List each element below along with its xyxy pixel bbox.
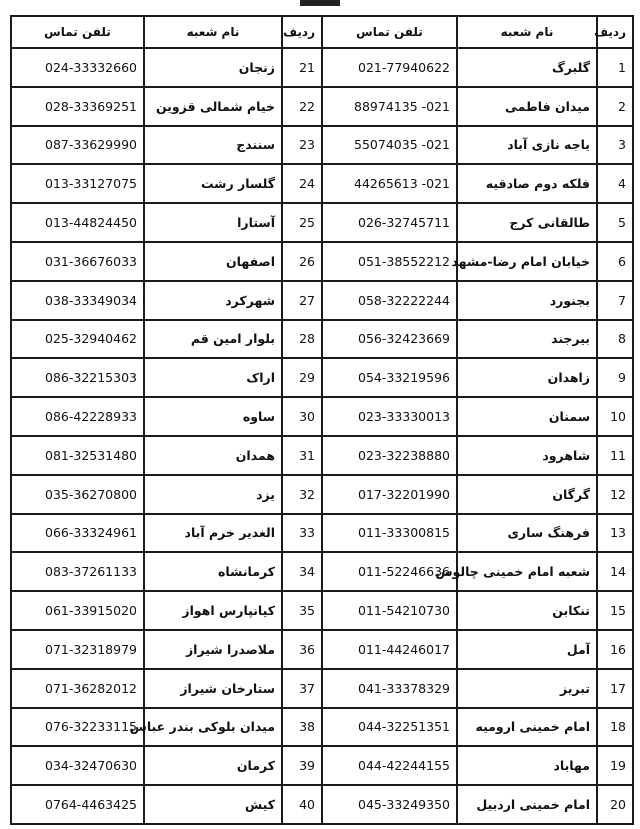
row-number-cell: 34 <box>282 552 322 591</box>
branch-name-cell: اراک <box>144 358 282 397</box>
branch-name-cell: کیانپارس اهواز <box>144 591 282 630</box>
branch-name-cell: امام خمینی ارومیه <box>457 708 597 747</box>
table-row <box>11 630 633 669</box>
phone-cell: 081-32531480 <box>11 436 144 475</box>
phone-cell: 55074035 -021 <box>322 126 457 165</box>
phone-cell: 045-33249350 <box>322 785 457 824</box>
row-number-cell: 15 <box>597 591 633 630</box>
phone-cell: 087-33629990 <box>11 126 144 165</box>
phone-cell: 066-33324961 <box>11 514 144 553</box>
phone-cell: 013-44824450 <box>11 203 144 242</box>
table-row <box>11 514 633 553</box>
header-branch-name-right: نام شعبه <box>457 16 597 48</box>
row-number-cell: 16 <box>597 630 633 669</box>
branch-name-cell: یزد <box>144 475 282 514</box>
phone-cell: 026-32745711 <box>322 203 457 242</box>
table-body <box>11 48 633 824</box>
phone-cell: 031-36676033 <box>11 242 144 281</box>
branch-name-cell: بلوار امین قم <box>144 320 282 359</box>
row-number-cell: 17 <box>597 669 633 708</box>
row-number-cell: 28 <box>282 320 322 359</box>
phone-cell: 056-32423669 <box>322 320 457 359</box>
phone-cell: 021-77940622 <box>322 48 457 87</box>
row-number-cell: 22 <box>282 87 322 126</box>
table-row <box>11 126 633 165</box>
phone-cell: 023-32238880 <box>322 436 457 475</box>
branch-name-cell: طالقانی کرج <box>457 203 597 242</box>
phone-cell: 017-32201990 <box>322 475 457 514</box>
phone-cell: 034-32470630 <box>11 746 144 785</box>
row-number-cell: 3 <box>597 126 633 165</box>
row-number-cell: 25 <box>282 203 322 242</box>
branch-name-cell: ملاصدرا شیراز <box>144 630 282 669</box>
row-number-cell: 21 <box>282 48 322 87</box>
row-number-cell: 23 <box>282 126 322 165</box>
header-phone-right: تلفن تماس <box>322 16 457 48</box>
branch-name-cell: سمنان <box>457 397 597 436</box>
header-phone-left: تلفن تماس <box>11 16 144 48</box>
row-number-cell: 40 <box>282 785 322 824</box>
branch-name-cell: شهرکرد <box>144 281 282 320</box>
branch-name-cell: آمل <box>457 630 597 669</box>
table-row <box>11 397 633 436</box>
branch-name-cell: بجنورد <box>457 281 597 320</box>
phone-cell: 044-42244155 <box>322 746 457 785</box>
row-number-cell: 4 <box>597 164 633 203</box>
row-number-cell: 6 <box>597 242 633 281</box>
phone-cell: 013-33127075 <box>11 164 144 203</box>
phone-cell: 086-32215303 <box>11 358 144 397</box>
phone-cell: 024-33332660 <box>11 48 144 87</box>
cropped-title-fragment <box>300 0 340 6</box>
phone-cell: 011-52246636 <box>322 552 457 591</box>
row-number-cell: 1 <box>597 48 633 87</box>
branch-name-cell: اصفهان <box>144 242 282 281</box>
row-number-cell: 12 <box>597 475 633 514</box>
branch-name-cell: گرگان <box>457 475 597 514</box>
phone-cell: 044-32251351 <box>322 708 457 747</box>
phone-cell: 035-36270800 <box>11 475 144 514</box>
phone-cell: 051-38552212 <box>322 242 457 281</box>
table-row <box>11 164 633 203</box>
branch-name-cell: تنکابن <box>457 591 597 630</box>
phone-cell: 071-36282012 <box>11 669 144 708</box>
row-number-cell: 26 <box>282 242 322 281</box>
row-number-cell: 18 <box>597 708 633 747</box>
phone-cell: 011-44246017 <box>322 630 457 669</box>
table-row <box>11 708 633 747</box>
branch-name-cell: میدان فاطمی <box>457 87 597 126</box>
header-row-number-right: ردیف <box>597 16 633 48</box>
row-number-cell: 20 <box>597 785 633 824</box>
table-row <box>11 475 633 514</box>
phone-cell: 083-37261133 <box>11 552 144 591</box>
branch-name-cell: خیام شمالی قزوین <box>144 87 282 126</box>
branch-name-cell: آستارا <box>144 203 282 242</box>
header-branch-name-left: نام شعبه <box>144 16 282 48</box>
branch-name-cell: گلسار رشت <box>144 164 282 203</box>
branch-name-cell: فرهنگ ساری <box>457 514 597 553</box>
branch-name-cell: سنندج <box>144 126 282 165</box>
branch-name-cell: زنجان <box>144 48 282 87</box>
branch-name-cell: کیش <box>144 785 282 824</box>
phone-cell: 44265613 -021 <box>322 164 457 203</box>
row-number-cell: 14 <box>597 552 633 591</box>
row-number-cell: 32 <box>282 475 322 514</box>
branch-name-cell: الغدیر خرم آباد <box>144 514 282 553</box>
branch-name-cell: زاهدان <box>457 358 597 397</box>
row-number-cell: 8 <box>597 320 633 359</box>
branch-name-cell: ستارخان شیراز <box>144 669 282 708</box>
branch-name-cell: ساوه <box>144 397 282 436</box>
table-row <box>11 552 633 591</box>
row-number-cell: 35 <box>282 591 322 630</box>
table-row <box>11 591 633 630</box>
phone-cell: 88974135 -021 <box>322 87 457 126</box>
branch-name-cell: شاهرود <box>457 436 597 475</box>
branch-name-cell: همدان <box>144 436 282 475</box>
table-row <box>11 87 633 126</box>
branch-name-cell: تبریز <box>457 669 597 708</box>
phone-cell: 054-33219596 <box>322 358 457 397</box>
table-row <box>11 785 633 824</box>
phone-cell: 071-32318979 <box>11 630 144 669</box>
branch-name-cell: امام خمینی اردبیل <box>457 785 597 824</box>
row-number-cell: 29 <box>282 358 322 397</box>
row-number-cell: 24 <box>282 164 322 203</box>
row-number-cell: 37 <box>282 669 322 708</box>
row-number-cell: 38 <box>282 708 322 747</box>
table-header-row <box>11 16 633 48</box>
phone-cell: 038-33349034 <box>11 281 144 320</box>
branch-name-cell: میدان بلوکی بندر عباس <box>144 708 282 747</box>
phone-cell: 041-33378329 <box>322 669 457 708</box>
branch-contact-table <box>10 15 634 825</box>
branch-name-cell: کرمانشاه <box>144 552 282 591</box>
row-number-cell: 11 <box>597 436 633 475</box>
phone-cell: 011-54210730 <box>322 591 457 630</box>
table-row <box>11 242 633 281</box>
row-number-cell: 7 <box>597 281 633 320</box>
table-row <box>11 358 633 397</box>
branch-name-cell: خیابان امام رضا-مشهد <box>457 242 597 281</box>
table-row <box>11 320 633 359</box>
table-row <box>11 281 633 320</box>
row-number-cell: 10 <box>597 397 633 436</box>
row-number-cell: 27 <box>282 281 322 320</box>
phone-cell: 0764-4463425 <box>11 785 144 824</box>
branch-name-cell: شعبه امام خمینی چالوس <box>457 552 597 591</box>
row-number-cell: 5 <box>597 203 633 242</box>
branch-name-cell: مهاباد <box>457 746 597 785</box>
table-row <box>11 669 633 708</box>
phone-cell: 061-33915020 <box>11 591 144 630</box>
table-row <box>11 436 633 475</box>
row-number-cell: 36 <box>282 630 322 669</box>
phone-cell: 058-32222244 <box>322 281 457 320</box>
row-number-cell: 31 <box>282 436 322 475</box>
row-number-cell: 33 <box>282 514 322 553</box>
branch-name-cell: کرمان <box>144 746 282 785</box>
phone-cell: 086-42228933 <box>11 397 144 436</box>
phone-cell: 023-33330013 <box>322 397 457 436</box>
table-row <box>11 746 633 785</box>
branch-name-cell: گلبرگ <box>457 48 597 87</box>
phone-cell: 028-33369251 <box>11 87 144 126</box>
table-row <box>11 48 633 87</box>
row-number-cell: 9 <box>597 358 633 397</box>
branch-name-cell: بیرجند <box>457 320 597 359</box>
phone-cell: 011-33300815 <box>322 514 457 553</box>
table-row <box>11 203 633 242</box>
branch-name-cell: یاجه نازی آباد <box>457 126 597 165</box>
row-number-cell: 30 <box>282 397 322 436</box>
page-top-strip <box>0 0 640 14</box>
header-row-number-left: ردیف <box>282 16 322 48</box>
phone-cell: 025-32940462 <box>11 320 144 359</box>
row-number-cell: 19 <box>597 746 633 785</box>
row-number-cell: 2 <box>597 87 633 126</box>
row-number-cell: 39 <box>282 746 322 785</box>
branch-name-cell: فلکه دوم صادقیه <box>457 164 597 203</box>
phone-cell: 076-32233115 <box>11 708 144 747</box>
row-number-cell: 13 <box>597 514 633 553</box>
